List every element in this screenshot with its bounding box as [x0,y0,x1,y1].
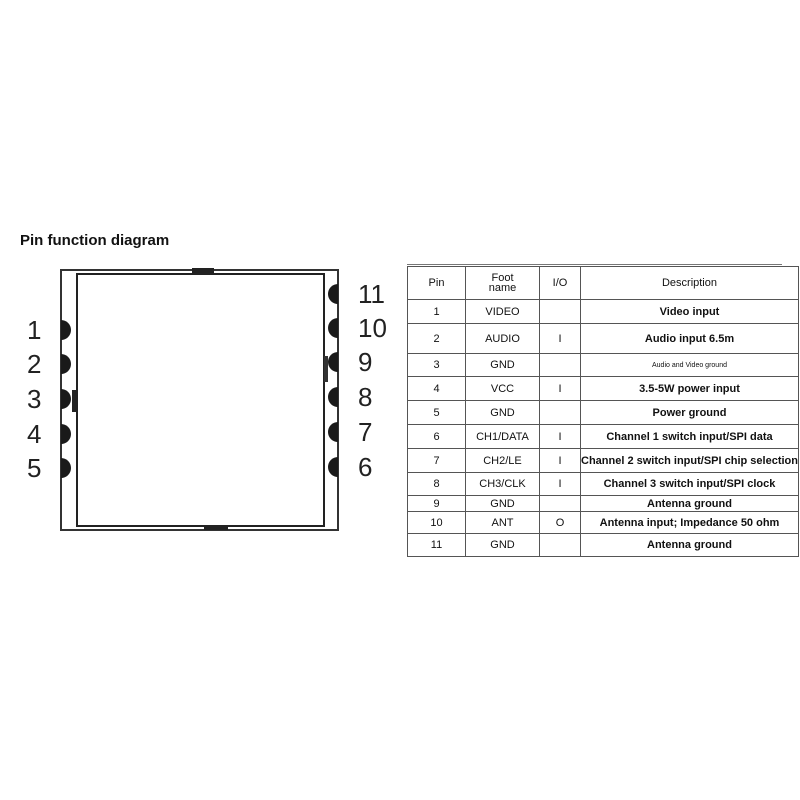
cell-foot-name: GND [466,496,540,512]
cell-description: Audio input 6.5m [581,324,799,354]
cell-io: I [540,324,581,354]
left-pin-label: 2 [27,349,42,379]
pin-table [407,266,799,557]
left-pin-pad [61,389,71,409]
cell-foot-name: GND [466,401,540,425]
cell-pin: 5 [408,401,466,425]
left-pin-pads [61,320,71,478]
header-description: Description [581,267,799,300]
cell-pin: 4 [408,377,466,401]
cell-io: I [540,377,581,401]
right-pin-pad [328,318,338,338]
cell-pin: 3 [408,354,466,377]
cell-io: I [540,449,581,473]
right-pin-pad [328,387,338,407]
cell-pin: 1 [408,300,466,324]
table-row [408,449,799,473]
cell-foot-name: CH3/CLK [466,473,540,496]
table-header-row [408,267,799,300]
cell-pin: 2 [408,324,466,354]
left-pin-label: 1 [27,315,42,345]
table-row [408,425,799,449]
cell-io [540,354,581,377]
cell-pin: 8 [408,473,466,496]
table-row [408,324,799,354]
cell-description: Channel 2 switch input/SPI chip selection [581,449,799,473]
left-pin-labels [27,315,41,483]
cell-io [540,534,581,557]
right-pin-label: 8 [358,382,373,412]
cell-foot-name: CH1/DATA [466,425,540,449]
cell-io: I [540,473,581,496]
table-body [408,300,799,557]
table-row [408,401,799,425]
table-row [408,300,799,324]
left-pin-label: 3 [27,384,42,414]
left-pin-pad [61,424,71,444]
left-notch [72,390,77,412]
cell-description: Channel 3 switch input/SPI clock [581,473,799,496]
left-pin-label: 5 [27,453,42,483]
table-row [408,473,799,496]
cell-pin: 11 [408,534,466,557]
right-pin-pads [328,284,338,477]
cell-io [540,300,581,324]
cell-pin: 10 [408,512,466,534]
cell-pin: 9 [408,496,466,512]
left-pin-label: 4 [27,419,42,449]
cell-description: Video input [581,300,799,324]
cell-io: I [540,425,581,449]
cell-description: Channel 1 switch input/SPI data [581,425,799,449]
header-foot-line1: Foot [491,272,514,284]
header-foot-name [466,267,540,300]
right-pin-pad [328,457,338,477]
table-row [408,512,799,534]
cell-description: 3.5-5W power input [581,377,799,401]
cell-io: O [540,512,581,534]
left-pin-pad [61,458,71,478]
cell-foot-name: VCC [466,377,540,401]
right-pin-labels [358,279,387,482]
right-pin-pad [328,422,338,442]
right-pin-label: 6 [358,452,373,482]
table-top-rule [407,264,782,265]
cell-description: Power ground [581,401,799,425]
table-row [408,496,799,512]
cell-foot-name: GND [466,534,540,557]
right-pin-label: 10 [358,313,387,343]
right-pin-label: 9 [358,347,373,377]
table-row [408,354,799,377]
cell-pin: 7 [408,449,466,473]
cell-pin: 6 [408,425,466,449]
cell-description: Audio and Video ground [581,354,799,377]
table-row [408,534,799,557]
cell-description: Antenna input; Impedance 50 ohm [581,512,799,534]
cell-io [540,496,581,512]
left-pin-pad [61,320,71,340]
cell-foot-name: GND [466,354,540,377]
cell-foot-name: VIDEO [466,300,540,324]
page-title: Pin function diagram [20,232,170,249]
right-pin-pad [328,284,338,304]
right-pin-label: 11 [358,279,385,309]
cell-io [540,401,581,425]
cell-foot-name: ANT [466,512,540,534]
bottom-tab [204,526,228,530]
right-pin-pad [328,352,338,372]
module-shield [77,274,324,526]
table-row [408,377,799,401]
header-io: I/O [540,267,581,300]
right-notch [324,356,328,382]
right-pin-label: 7 [358,417,373,447]
cell-description: Antenna ground [581,496,799,512]
left-pin-pad [61,354,71,374]
cell-foot-name: CH2/LE [466,449,540,473]
cell-foot-name: AUDIO [466,324,540,354]
header-pin: Pin [408,267,466,300]
cell-description: Antenna ground [581,534,799,557]
header-foot-line2: name [488,282,517,294]
top-tab [192,268,214,273]
